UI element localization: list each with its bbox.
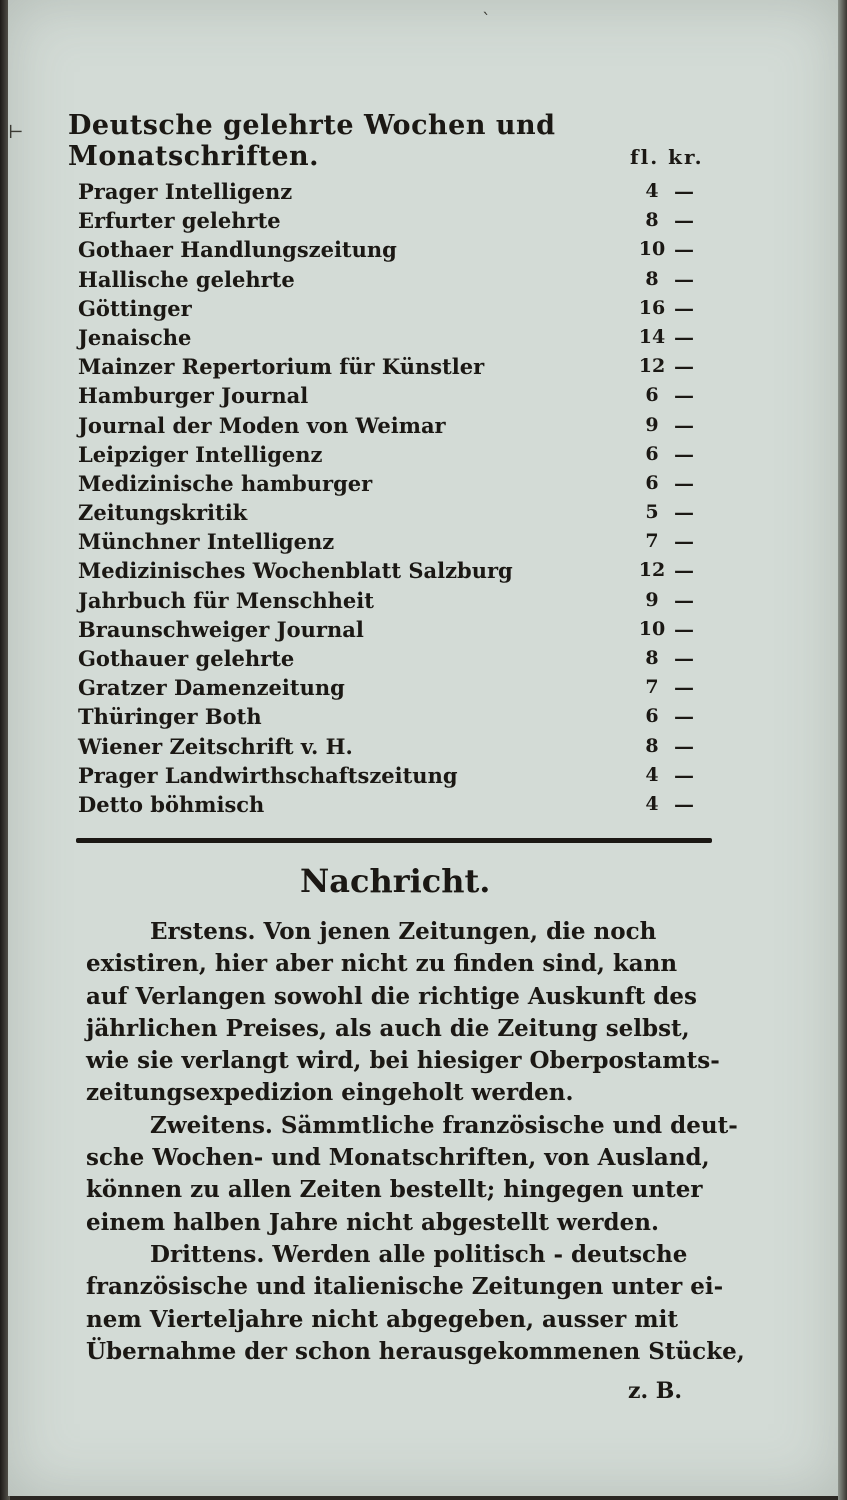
price-row [78,586,718,615]
price-kreuzer: — [674,441,694,466]
price-row [78,265,718,294]
price-row [78,323,718,352]
price-florin: 14 [638,325,666,348]
price-florin: 6 [645,471,659,494]
periodical-name: Mainzer Repertorium für Künstler [78,354,485,380]
notice-line: auf Verlangen sowohl die richtige Auskunft des [86,982,697,1010]
notice-body [86,916,745,1368]
price-kreuzer: — [674,762,694,787]
price-florin: 8 [645,734,659,757]
notice-line: nem Vierteljahre nicht abgegeben, ausser mit [86,1305,678,1333]
price-row [78,761,718,790]
price-row [78,440,718,469]
notice-line: Zweitens. Sämmtliche französische und deut- [150,1111,738,1139]
price-florin: 9 [645,588,659,611]
notice-line: Drittens. Werden alle politisch - deutsche [150,1240,688,1268]
price-florin: 6 [645,442,659,465]
margin-mark: ⊢ [8,122,24,143]
periodical-name: Medizinisches Wochenblatt Salzburg [78,558,513,584]
notice-line: Erstens. Von jenen Zeitungen, die noch [150,918,657,945]
price-florin: 4 [645,763,659,786]
price-kreuzer: — [674,791,694,816]
notice-line: zeitungsexpedizion eingeholt werden. [86,1079,574,1107]
price-row [78,644,718,673]
price-kreuzer: — [674,383,694,408]
price-kreuzer: — [674,412,694,437]
price-row [78,702,718,731]
price-florin: 9 [645,413,659,436]
periodical-name: Gothauer gelehrte [78,646,295,671]
price-kreuzer: — [674,704,694,729]
price-kreuzer: — [674,616,694,641]
notice-line: wie sie verlangt wird, bei hiesiger Oberpostamts- [86,1047,720,1075]
periodical-name: Münchner Intelligenz [78,529,335,555]
notice-line: sche Wochen- und Monatschriften, von Ausland, [86,1144,710,1172]
price-row [78,235,718,264]
periodical-name: Jahrbuch für Menschheit [78,587,374,613]
price-florin: 4 [645,180,659,202]
price-florin: 6 [645,705,659,728]
price-florin: 4 [645,792,659,815]
price-florin: 8 [645,267,659,290]
price-kreuzer: — [674,675,694,700]
periodical-name: Jenaische [78,324,192,350]
price-kreuzer: — [674,354,694,379]
notice-line: können zu allen Zeiten bestellt; hingegen unter [86,1176,703,1204]
notice-line: jährlichen Preises, als auch die Zeitung selbst, [86,1014,690,1042]
price-florin: 5 [645,501,659,524]
periodical-name: Göttinger [78,295,192,321]
notice-title: Nachricht. [300,862,491,900]
price-florin: 16 [638,296,666,319]
periodical-name: Journal der Moden von Weimar [78,412,446,438]
price-florin: 8 [645,647,659,669]
price-row [78,527,718,556]
periodical-name: Zeitungskritik [78,500,248,526]
periodical-name: Gratzer Damenzeitung [78,675,345,701]
divider-rule [76,838,712,843]
price-florin: 10 [638,238,666,261]
periodical-name: Leipziger Intelligenz [78,441,323,467]
page-heading: Deutsche gelehrte Wochen und Monatschriften. [68,110,556,172]
price-kreuzer: — [674,266,694,291]
price-kreuzer: — [674,733,694,758]
periodical-name: Prager Intelligenz [78,179,293,204]
price-kreuzer: — [674,179,694,203]
notice-line: einem halben Jahre nicht abgestellt werden. [86,1208,659,1236]
price-kreuzer: — [674,558,694,583]
price-row [78,177,718,206]
price-row [78,615,718,644]
price-row [78,790,718,819]
price-row [78,294,718,323]
price-florin: 12 [638,559,666,582]
price-row [78,206,718,235]
price-kreuzer: — [674,208,694,233]
price-florin: 12 [638,355,666,378]
price-row [78,469,718,498]
periodical-name: Gothaer Handlungszeitung [78,237,397,263]
price-florin: 7 [645,676,659,699]
price-kreuzer: — [674,500,694,525]
price-kreuzer: — [674,237,694,262]
price-kreuzer: — [674,646,694,670]
price-row [78,556,718,585]
notice-line: französische und italienische Zeitungen unter ei- [86,1273,724,1301]
catchword: z. B. [628,1378,683,1404]
price-florin: 6 [645,384,659,407]
price-kreuzer: — [674,529,694,554]
price-florin: 8 [645,209,659,232]
price-florin: 10 [638,617,666,640]
periodical-name: Hallische gelehrte [78,266,295,292]
periodical-name: Wiener Zeitschrift v. H. [78,733,353,759]
price-row [78,352,718,381]
price-row [78,732,718,761]
page-edge-right [838,0,847,1500]
periodical-name: Hamburger Journal [78,383,309,409]
price-list [78,177,718,819]
notice-line: existiren, hier aber nicht zu finden sind, kann [86,950,678,978]
periodical-name: Braunschweiger Journal [78,616,364,642]
margin-mark: ˋ [482,10,491,31]
price-kreuzer: — [674,587,694,612]
periodical-name: Medizinische hamburger [78,470,373,496]
price-row [78,673,718,702]
price-florin: 7 [645,530,659,553]
price-row [78,498,718,527]
price-kreuzer: — [674,295,694,320]
price-column-header: fl. kr. [630,145,704,169]
price-row [78,381,718,410]
periodical-name: Detto böhmisch [78,791,265,817]
periodical-name: Erfurter gelehrte [78,208,281,234]
price-kreuzer: — [674,324,694,349]
notice-line: Übernahme der schon herausgekommenen Stücke, [86,1337,745,1365]
periodical-name: Prager Landwirthschaftszeitung [78,762,458,788]
price-row [78,411,718,440]
periodical-name: Thüringer Both [78,704,262,730]
price-kreuzer: — [674,470,694,495]
